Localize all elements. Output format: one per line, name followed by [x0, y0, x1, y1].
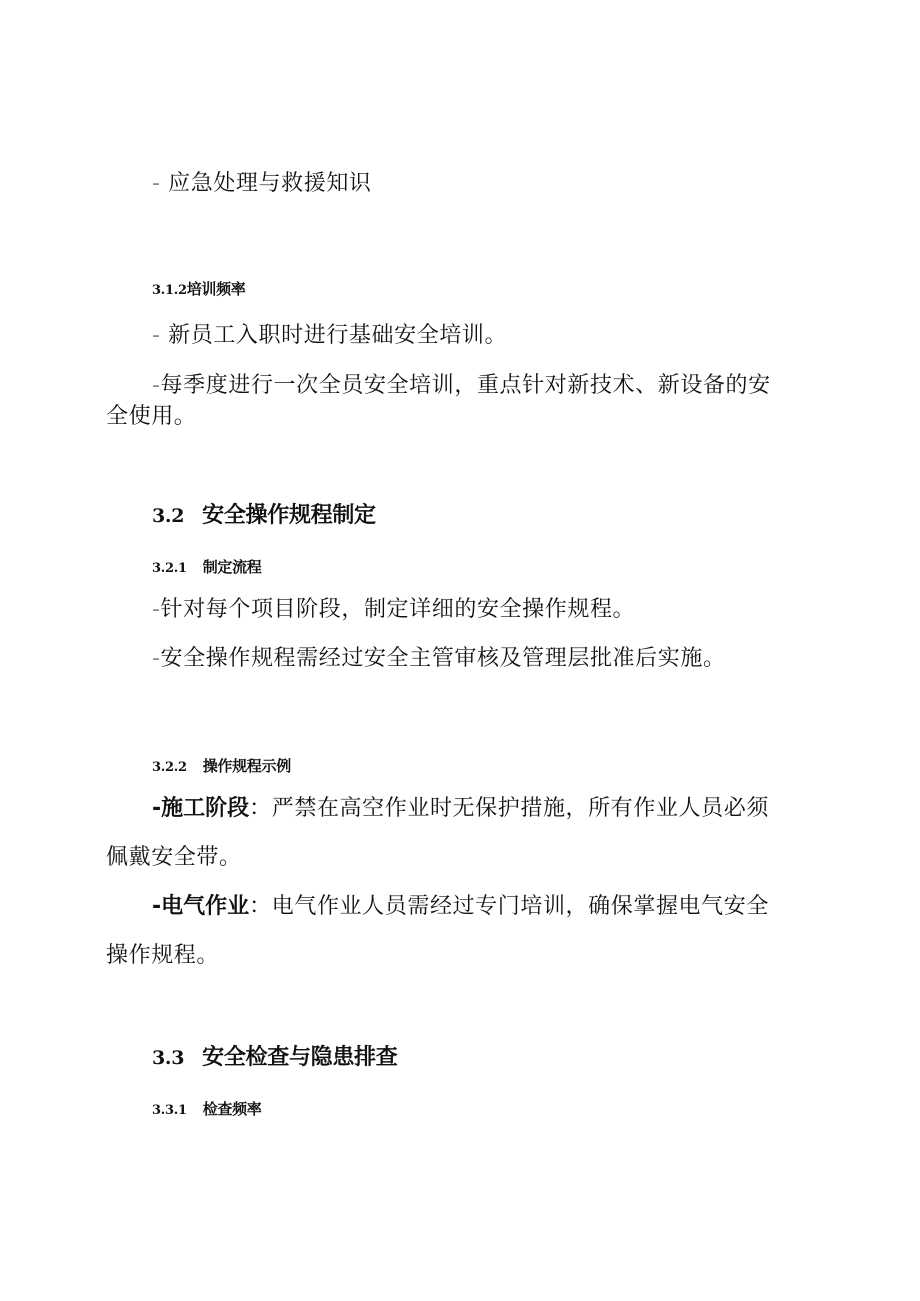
heading-text: 安全操作规程制定	[202, 503, 376, 528]
paragraph-freq-1	[106, 324, 842, 348]
paragraph-text: - 新员工入职时进行基础安全培训。	[152, 323, 508, 348]
example-lead: -电气作业	[152, 894, 250, 919]
subheading-3-2-1	[152, 556, 842, 577]
paragraph-example-2-line2	[106, 944, 796, 968]
paragraph-text: ：电气作业人员需经过专门培训，确保掌握电气安全	[249, 894, 769, 919]
heading-number: 3.3	[152, 1047, 185, 1069]
heading-number: 3.2.1	[152, 561, 187, 576]
paragraph-text: -每季度进行一次全员安全培训，重点针对新技术、新设备的安	[152, 373, 771, 398]
heading-number: 3.2.2	[152, 760, 187, 775]
subheading-3-2-2	[152, 755, 842, 776]
list-item-emergency	[106, 172, 842, 196]
paragraph-flow-1	[106, 598, 842, 622]
paragraph-text: ：严禁在高空作业时无保护措施，所有作业人员必须	[249, 796, 769, 821]
list-item-text: - 应急处理与救援知识	[152, 171, 372, 196]
paragraph-freq-2-line2	[106, 405, 796, 429]
paragraph-example-1-line1	[106, 797, 842, 821]
heading-number: 3.3.1	[152, 1103, 187, 1118]
paragraph-text: -针对每个项目阶段，制定详细的安全操作规程。	[152, 597, 636, 622]
paragraph-text: 全使用。	[106, 404, 197, 429]
paragraph-flow-2	[106, 647, 842, 671]
heading-text: 操作规程示例	[202, 757, 291, 775]
paragraph-text: -安全操作规程需经过安全主管审核及管理层批准后实施。	[152, 646, 726, 671]
heading-number: 3.1.2	[152, 283, 187, 298]
heading-text: 制定流程	[202, 558, 262, 576]
paragraph-text: 操作规程。	[106, 943, 220, 968]
example-lead: -施工阶段	[152, 796, 250, 821]
heading-text: 培训频率	[186, 280, 246, 298]
section-heading-3-3	[152, 1040, 842, 1071]
heading-text: 检查频率	[202, 1100, 262, 1118]
paragraph-freq-2-line1	[106, 374, 842, 398]
section-heading-3-2	[152, 498, 842, 529]
heading-text: 安全检查与隐患排查	[202, 1045, 398, 1070]
subheading-3-1-2	[152, 278, 842, 299]
heading-number: 3.2	[152, 505, 185, 527]
subheading-3-3-1	[152, 1098, 842, 1119]
paragraph-text: 佩戴安全带。	[106, 845, 242, 870]
paragraph-example-2-line1	[106, 895, 842, 919]
paragraph-example-1-line2	[106, 846, 796, 870]
